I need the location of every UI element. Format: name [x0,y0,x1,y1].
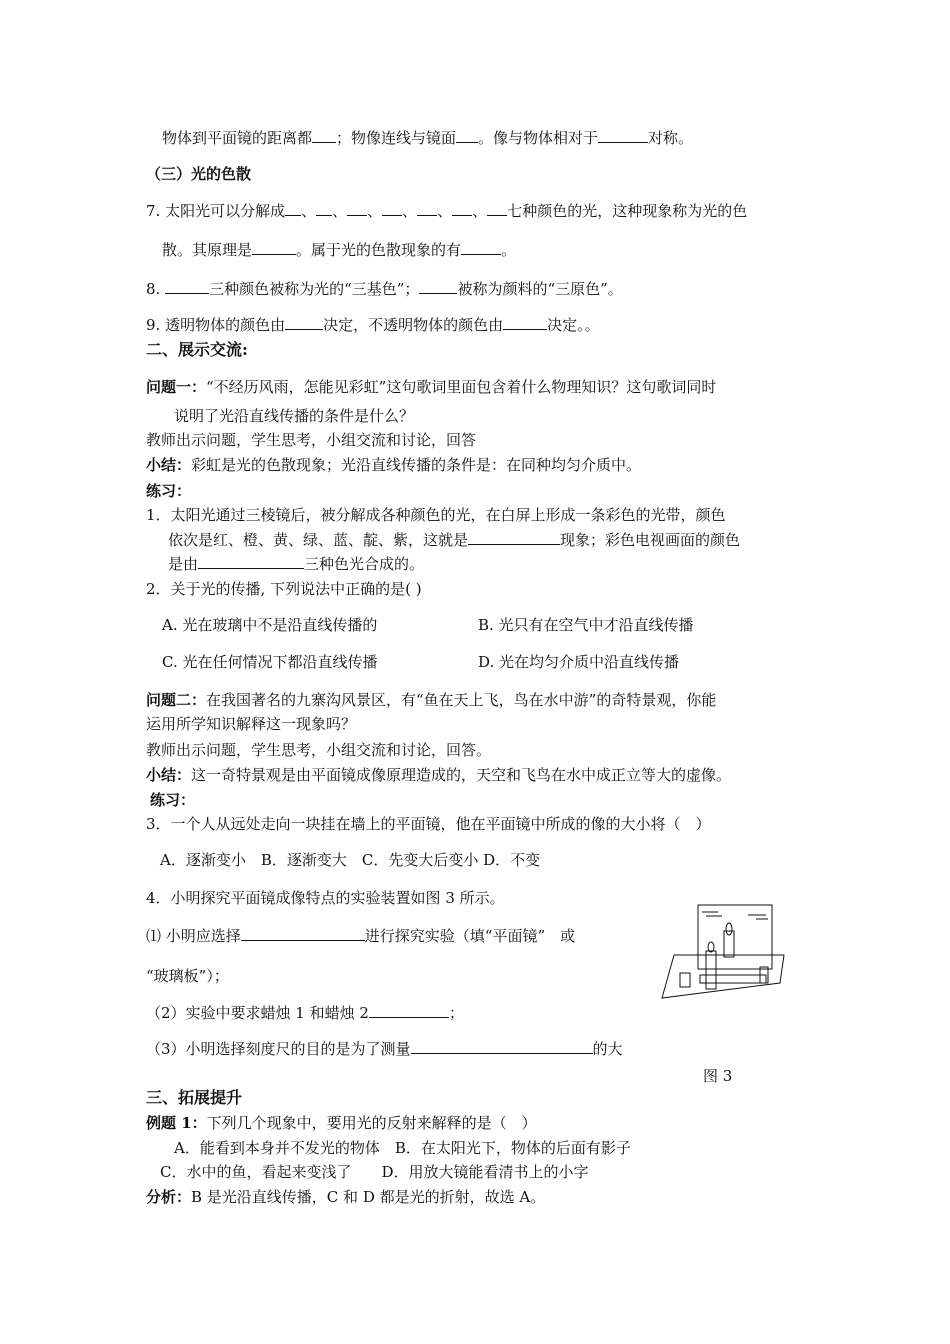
blank [165,279,209,294]
ruler [700,975,766,983]
text: 、 [332,202,348,220]
text: 、 [301,202,317,220]
summary-1 [146,455,641,475]
label: 分析： [146,1188,192,1206]
text: 。 [501,241,517,259]
blank [316,201,332,216]
question-8 [146,279,623,299]
blank [419,279,457,294]
problem-1-line2: 说明了光沿直线传播的条件是什么？ [174,407,415,425]
exercise-2-option-c: C. 光在任何情况下都沿直线传播 [162,653,378,671]
blank [347,201,367,216]
text: 。像与物体相对于 [478,129,599,147]
text: 七种颜色的光，这种现象称为光的色 [507,202,748,220]
blank [369,1003,449,1018]
mirror-properties-line [162,128,693,148]
summary-2 [146,765,731,785]
text: 彩虹是光的色散现象；光沿直线传播的条件是：在同种均匀介质中。 [191,456,642,474]
text: ； [448,1004,464,1022]
text: 进行探究实验（填“平面镜” 或 [364,927,576,945]
example-1-options-cd: C．水中的鱼，看起来变浅了 D．用放大镜能看清书上的小字 [160,1163,589,1181]
text: 散。其原理是 [162,241,253,259]
blank [411,1039,593,1054]
text: 被称为颜料的“三原色”。 [457,280,623,298]
exercise-1-line3 [168,554,424,574]
text: 三种颜色被称为光的“三基色”； [209,280,420,298]
blank [252,240,296,255]
exercise-4: 4．小明探究平面镜成像特点的实验装置如图 3 所示。 [146,889,505,907]
text: （2）实验中要求蜡烛 1 和蜡烛 2 [146,1004,369,1022]
blank [285,201,301,216]
example-1 [146,1113,537,1133]
text: 决定。。 [547,316,600,334]
blank [417,201,437,216]
text: 的大 [592,1040,623,1058]
text: ⑴ 小明应选择 [146,927,241,945]
candle-2-flame [726,923,732,935]
problem-2-line1 [146,690,716,710]
blank [312,128,336,143]
exercise-1-line1: 1．太阳光通过三棱镜后，被分解成各种颜色的光，在白屏上形成一条彩色的光带，颜色 [146,506,726,524]
teacher-note-2: 教师出示问题，学生思考，小组交流和讨论，回答。 [146,741,492,759]
figure-caption: 图 3 [703,1067,733,1085]
teacher-note-1: 教师出示问题，学生思考，小组交流和讨论，回答 [146,431,477,449]
blank [503,315,547,330]
question-7-line2 [162,240,516,260]
exercise-2-option-a: A. 光在玻璃中不是沿直线传播的 [162,616,378,634]
exercise-3-options: A．逐渐变小 B．逐渐变大 C．先变大后变小 D．不变 [160,851,541,869]
question-7-line1 [146,201,747,221]
exercise-2-option-b: B. 光只有在空气中才沿直线传播 [478,616,694,634]
question-9 [146,315,600,335]
text: 是由 [168,555,199,573]
blank [598,128,648,143]
blank [456,128,478,143]
example-1-options-ab: A．能看到本身并不发光的物体 B．在太阳光下，物体的后面有影子 [174,1139,631,1157]
label: 问题二： [146,691,207,709]
exercise-heading-2: 练习： [150,791,196,809]
exercise-4-part2 [146,1003,464,1023]
text: 决定，不透明物体的颜色由 [323,316,504,334]
text: B 是光沿直线传播，C 和 D 都是光的折射，故选 A。 [191,1188,546,1206]
label: 例题 1： [146,1114,207,1132]
exercise-2-option-d: D. 光在均匀介质中沿直线传播 [478,653,680,671]
text: “不经历风雨，怎能见彩虹”这句歌词里面包含着什么物理知识？这句歌词同时 [206,378,717,396]
mirror-experiment-figure [660,903,790,1003]
text: 7. 太阳光可以分解成 [146,202,286,220]
blank [285,315,323,330]
exercise-4-part1-line1 [146,926,575,946]
text: ；物像连线与镜面 [336,129,457,147]
analysis [146,1187,545,1207]
text: 在我国著名的九寨沟风景区，有“鱼在天上飞，鸟在水中游”的奇特景观，你能 [206,691,717,709]
text: 这一奇特景观是由平面镜成像原理造成的，天空和飞鸟在水中成正立等大的虚像。 [191,766,732,784]
blank [382,201,402,216]
text: （3）小明选择刻度尺的目的是为了测量 [146,1040,411,1058]
label: 小结： [146,456,192,474]
blank [468,530,560,545]
exercise-4-part3 [146,1039,623,1059]
text: 9. 透明物体的颜色由 [146,316,286,334]
text: 现象；彩色电视画面的颜色 [560,531,741,549]
label: 小结： [146,766,192,784]
text: 三种色光合成的。 [304,555,425,573]
problem-2-line2: 运用所学知识解释这一现象吗？ [146,715,357,733]
blank [487,201,507,216]
problem-1-line1 [146,377,716,397]
text: 、 [472,202,488,220]
exercise-2: 2．关于光的传播, 下列说法中正确的是( ) [146,580,422,598]
text: 、 [437,202,453,220]
text: 物体到平面镜的距离都 [162,129,313,147]
text: 下列几个现象中，要用光的反射来解释的是（ ） [206,1114,537,1132]
exercise-1-line2 [168,530,740,550]
text: 、 [367,202,383,220]
section-2-heading: 二、展示交流: [146,340,248,359]
label: 问题一： [146,378,207,396]
text: 依次是红、橙、黄、绿、蓝、靛、紫，这就是 [168,531,469,549]
exercise-4-part1-line2: “玻璃板”）； [146,967,229,985]
blank [198,554,304,569]
blank [241,926,365,941]
text: 。属于光的色散现象的有 [296,241,462,259]
text: 8. [146,280,161,298]
section-dispersion-heading: （三）光的色散 [146,165,252,183]
blank [461,240,501,255]
exercise-heading-1: 练习： [146,482,192,500]
exercise-3: 3．一个人从远处走向一块挂在墙上的平面镜，他在平面镜中所成的像的大小将（ ） [146,815,711,833]
section-3-heading: 三、拓展提升 [146,1088,243,1107]
text: 、 [402,202,418,220]
text: 对称。 [648,129,694,147]
blank [452,201,472,216]
